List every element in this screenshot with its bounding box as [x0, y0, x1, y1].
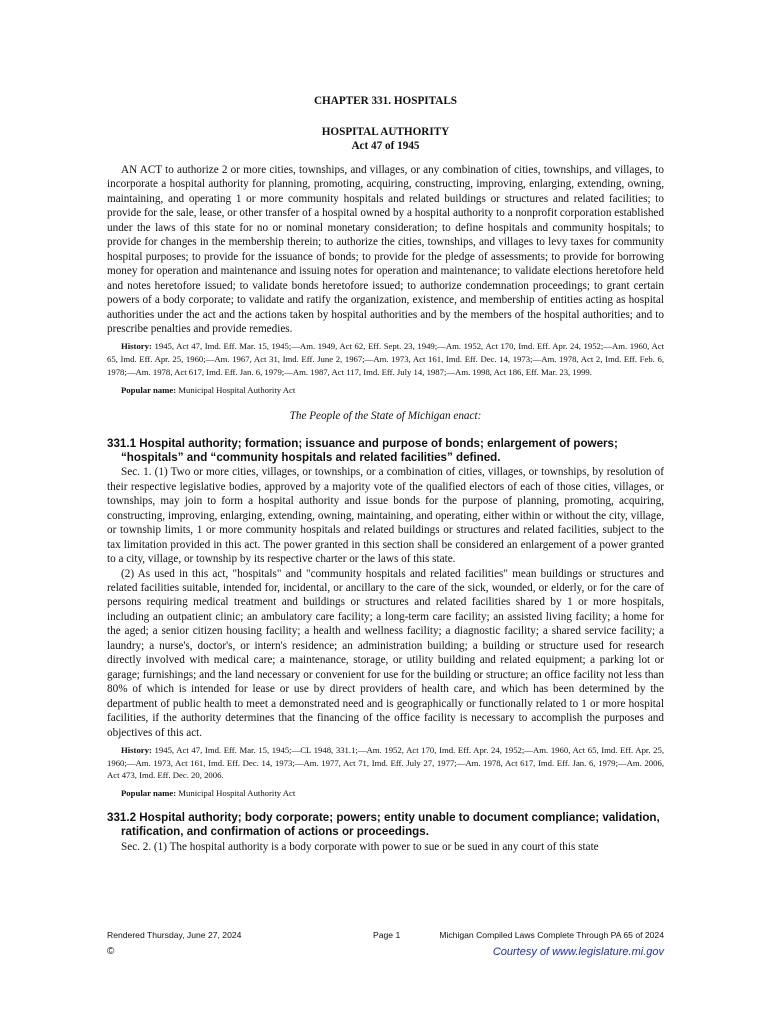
copyright-symbol: ©: [107, 946, 115, 957]
act-number: Act 47 of 1945: [351, 140, 420, 152]
footer-info-row: [107, 929, 664, 942]
act-history-text: 1945, Act 47, Imd. Eff. Mar. 15, 1945;—Am. 1949, Act 62, Eff. Sept. 23, 1949;—Am. 1952, Act 170, Imd. Eff. Apr. 24, 1952;—Am. 1960, Act 65, Imd. Eff. Apr. 25, 1960;—Am. 1967, Act 31, Imd. Eff. June 2, 1967;—Am. 1973, Act 161, Imd. Eff. Dec. 14, 1973;—Am. 1978, Act 2, Imd. Eff. Feb. 6, 1978;—Am. 1978, Act 617, Imd. Eff. Jan. 6, 1979;—Am. 1987, Act 117, Imd. Eff. July 14, 1987;—Am. 1998, Act 186, Eff. Mar. 23, 1999.: [107, 341, 665, 377]
chapter-title: CHAPTER 331. HOSPITALS: [313, 95, 458, 107]
enacting-clause: The People of the State of Michigan enact:: [289, 409, 482, 422]
history-label: History:: [121, 341, 152, 352]
section-331-1-history-note: [107, 744, 664, 782]
section-331-1-history-text: 1945, Act 47, Imd. Eff. Mar. 15, 1945;—CL 1948, 331.1;—Am. 1952, Act 170, Imd. Eff. Apr. 24, 1952;—Am. 1960, Act 65, Imd. Eff. Apr. 25, 1960;—Am. 1973, Act 161, Imd. Eff. Dec. 14, 1973;—Am. 1977, Act 71, Imd. Eff. July 27, 1977;—Am. 1978, Act 617, Imd. Eff. Jan. 6, 1979;—Am. 2006, Act 473, Imd. Eff. Dec. 20, 2006.: [107, 744, 664, 781]
act-popular-name: Municipal Hospital Authority Act: [178, 384, 296, 395]
section-331-1-popular-name: Municipal Hospital Authority Act: [178, 788, 296, 799]
section-331-1-paragraph-2: (2) As used in this act, "hospitals" and "community hospitals and related facilities" mean buildings or structures and related facilities suitable, intended for, incidental, or ancillary to the care of the sick, wounded, or elderly, or for the care of persons requiring medical treatment and buildings or structures and related facilities shared by 1 or more hospitals, including an outpatient clinic; an ambulatory care facility; a long-term care facility; an assisted living facility; a home for the aged; a senior citizen housing facility; a health and wellness facility; a diagnostic facility; a shared service facility; a laundry; a nurse's, doctor's, or intern's residence; an administration building; a building or structure used for research directly involved with medical care; a maintenance, storage, or utility building and related equipment; a parking lot or garage; furnishings; and the land necessary or convenient for use for the building or structure; an office facility not less than 80% of which is intended for lease or use by direct providers of health care, and which has been determined by the department of public health to meet a demonstrated need and is geographically or functionally related to 1 or more hospital facilities, if the authority determines that the financing of the office facility is necessary to accomplish the purposes and objectives of this act.: [107, 567, 664, 739]
history-label: History:: [121, 744, 152, 755]
section-331-1-paragraph-1: Sec. 1. (1) Two or more cities, villages, or townships, or a combination of cities, villages, or townships, by resolution of their respective legislative bodies, approved by a majority vote of the qualified electors of each of those cities, villages, or townships, may join to form a hospital authority and issue bonds for the purpose of planning, promoting, acquiring, constructing, improving, enlarging, extending, owning, maintaining, and operating, either within or without the city, village, or township limits, 1 or more community hospitals and related buildings or structures and related facilities, subject to the tax limitation provided in this act. The power granted in this section shall be considered an enlargement of a power granted to a city, village, or township by its respective charter or the laws of this state.: [107, 466, 664, 566]
compiled-through: Michigan Compiled Laws Complete Through PA 65 of 2024: [439, 930, 664, 940]
popular-name-label: Popular name:: [121, 384, 177, 395]
page-number: Page 1: [373, 930, 401, 940]
section-331-1-popular-name-note: [107, 787, 664, 799]
footer-credit-row: [107, 946, 664, 962]
section-331-2-paragraph-1: Sec. 2. (1) The hospital authority is a body corporate with power to sue or be sued in any court of this state: [121, 840, 599, 853]
page-footer: [107, 929, 664, 962]
document-content: [107, 94, 664, 854]
act-heading: [107, 125, 664, 153]
section-331-1-title: 331.1 Hospital authority; formation; issuance and purpose of bonds; enlargement of powers; “hospitals” and “community hospitals and related facilities” defined.: [107, 436, 618, 464]
rendered-date: Rendered Thursday, June 27, 2024: [107, 930, 242, 940]
act-title: HOSPITAL AUTHORITY: [321, 126, 450, 138]
popular-name-label: Popular name:: [121, 788, 177, 799]
courtesy-link[interactable]: Courtesy of www.legislature.mi.gov: [492, 946, 664, 958]
act-popular-name-note: [107, 384, 664, 396]
section-331-2-title: 331.2 Hospital authority; body corporate; powers; entity unable to document compliance; validation, ratification, and confirmation of actions or proceedings.: [107, 811, 660, 839]
act-history-note: [107, 340, 664, 378]
act-description: AN ACT to authorize 2 or more cities, townships, and villages, or any combination of cities, townships, and villages, to incorporate a hospital authority for planning, promoting, acquiring, constructing, improving, enlarging, extending, owning, maintaining, and operating 1 or more community hospitals and related buildings or structures and related facilities; to provide for the sale, lease, or other transfer of a hospital owned by a hospital authority to a nonprofit corporation established under the laws of this state for no or nominal monetary consideration; to define hospitals and community hospitals; to provide for changes in the membership therein; to authorize the cities, townships, and villages to levy taxes for community hospital purposes; to provide for the issuance of bonds; to provide for the pledge of assessments; to provide for borrowing money for operation and maintenance and issuing notes for operation and maintenance; to validate elections heretofore held and notes heretofore issued; to validate bonds heretofore issued; to authorize condemnation proceedings; to grant certain powers of a body corporate; to validate and ratify the organization, existence, and membership of entities acting as hospital authorities under the act and the actions taken by hospital authorities and by the members of the hospital authorities; and to prescribe penalties and provide remedies.: [107, 164, 664, 335]
